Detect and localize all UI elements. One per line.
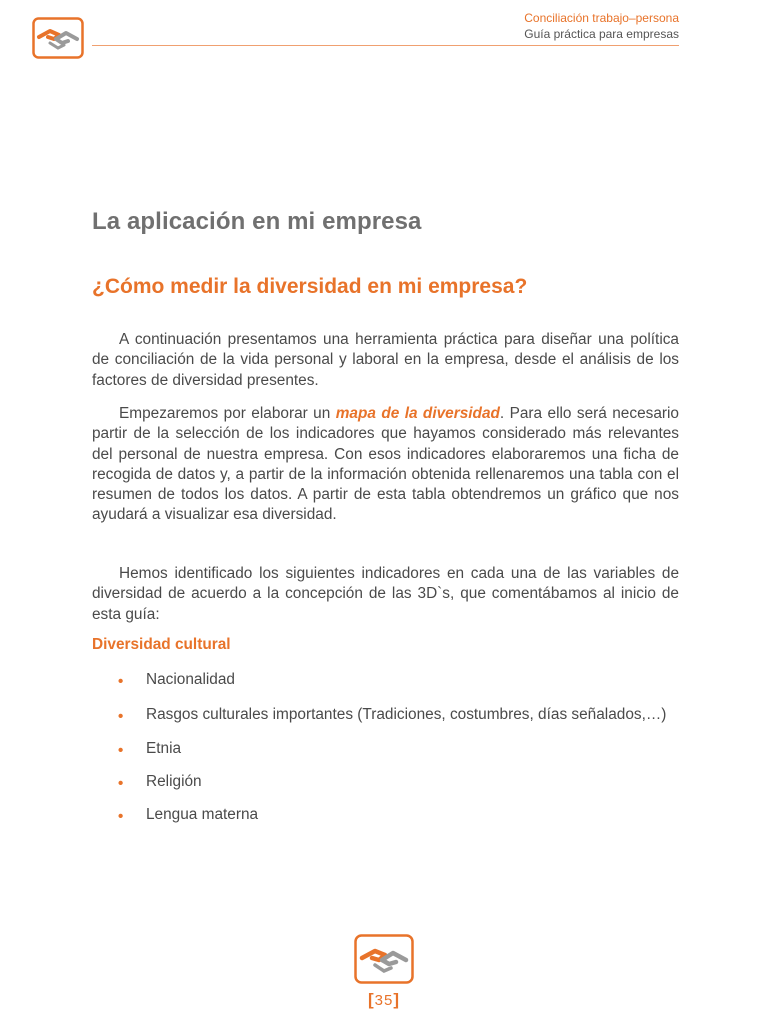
question-heading: ¿Cómo medir la diversidad en mi empresa? xyxy=(92,275,528,298)
bullet-icon: • xyxy=(118,708,124,726)
page-number xyxy=(0,990,768,1010)
list-item xyxy=(92,705,679,725)
section-heading: La aplicación en mi empresa xyxy=(92,208,422,235)
header-divider xyxy=(92,45,679,46)
header-subtitle: Guía práctica para empresas xyxy=(524,27,679,41)
paragraph-map-start: Empezaremos por elaborar un xyxy=(119,405,336,422)
paragraph-intro: A continuación presentamos una herramienta práctica para diseñar una política de conciliación de la vida personal y laboral en la empresa, desde el análisis de los factores de diversidad presentes. xyxy=(92,331,679,389)
paragraph-map xyxy=(92,404,679,526)
bracket-left: [ xyxy=(367,990,375,1009)
list-item-text: Lengua materna xyxy=(146,806,259,824)
list-item xyxy=(92,805,679,825)
indicator-list xyxy=(92,670,679,825)
list-item-text: Etnia xyxy=(146,739,182,757)
list-item xyxy=(92,670,679,690)
bullet-icon: • xyxy=(118,673,124,690)
paragraph-indicators: Hemos identificado los siguientes indicadores en cada una de las variables de diversidad de acuerdo a la concepción de las 3D`s, que comentábamos al inicio de esta guía: xyxy=(92,565,679,623)
bullet-icon: • xyxy=(118,741,124,759)
list-item-text: Rasgos culturales importantes (Tradiciones, costumbres, días señalados,…) xyxy=(146,706,667,724)
list-item xyxy=(92,772,679,792)
list-item xyxy=(92,739,679,759)
bracket-right: ] xyxy=(393,990,401,1009)
list-item-text: Nacionalidad xyxy=(146,671,235,688)
sub-heading-cultural-diversity: Diversidad cultural xyxy=(92,636,231,653)
paragraph-map-rest: . Para ello será necesario partir de la selección de los indicadores que hayamos considerado más relevantes del personal de nuestra empresa. Con esos indicadores elaboraremos una ficha de recogida de datos y, a partir de la información obtenida rellenaremos una tabla con el resumen de todos los datos. A partir de esta tabla obtendremos un gráfico que nos ayudará a visualizar esa diversidad. xyxy=(92,405,679,524)
bullet-icon: • xyxy=(118,808,124,826)
list-item-text: Religión xyxy=(146,772,202,790)
header-title: Conciliación trabajo–persona xyxy=(524,11,679,25)
diversity-map-emphasis: mapa de la diversidad xyxy=(335,405,500,422)
bullet-icon: • xyxy=(118,774,124,792)
page-number-value: 35 xyxy=(374,992,394,1009)
handshake-logo-icon xyxy=(32,17,84,59)
handshake-logo-icon xyxy=(354,934,414,984)
